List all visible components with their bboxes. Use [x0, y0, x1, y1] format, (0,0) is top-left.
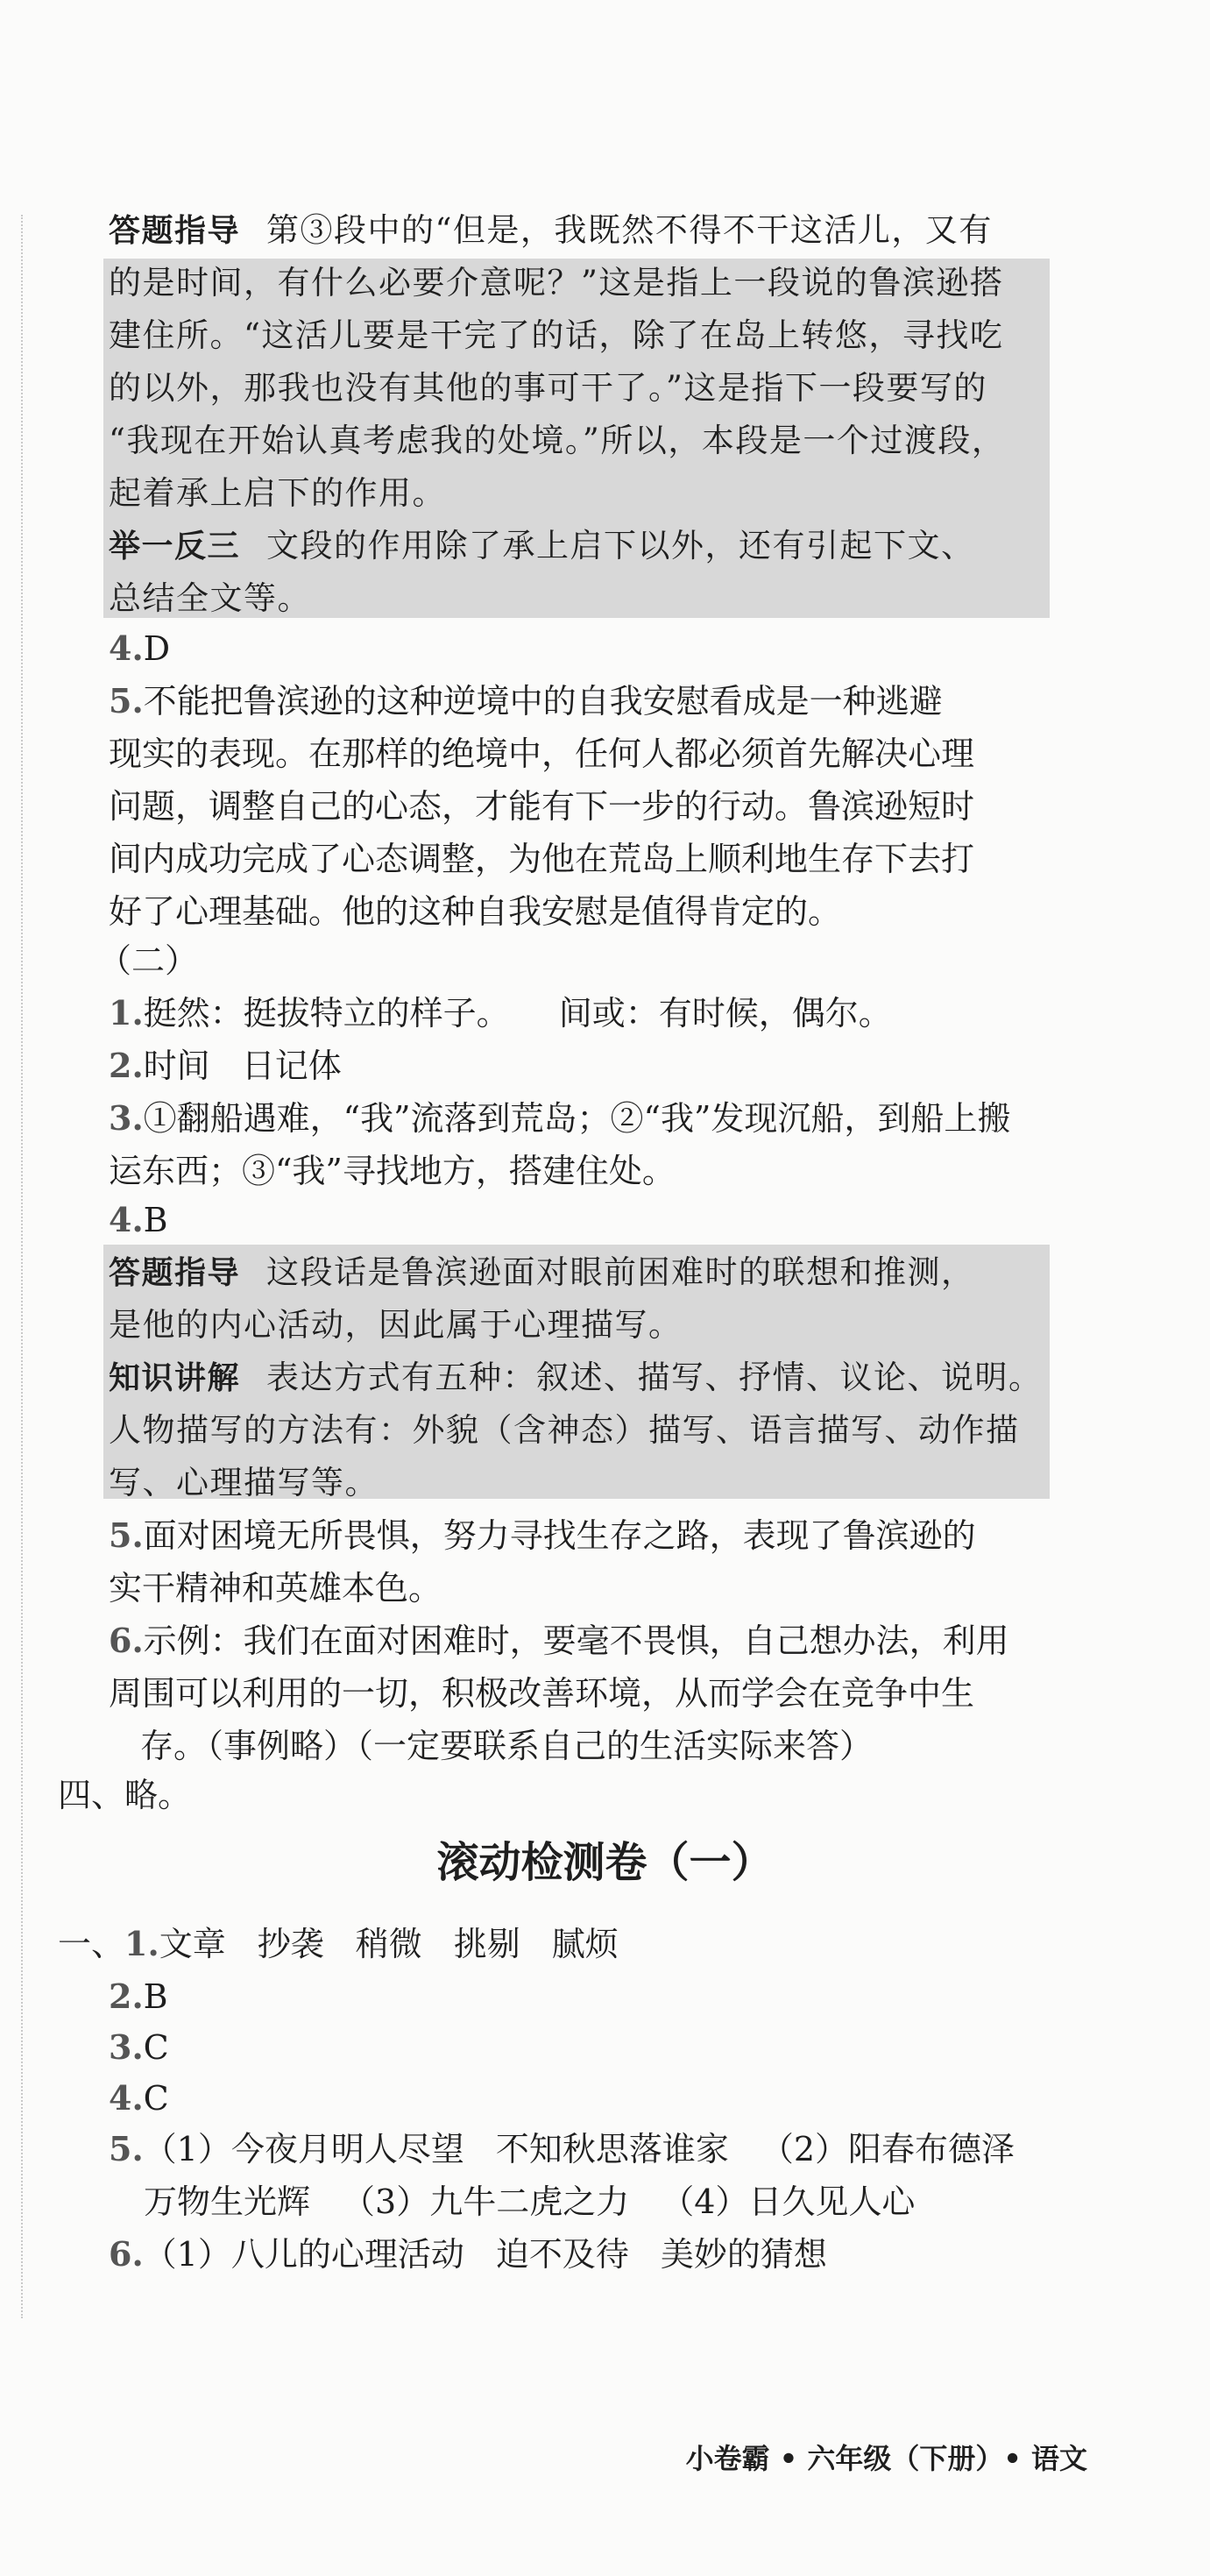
part2-answer-1: [109, 989, 892, 1038]
hint-tag: 答题指导: [109, 213, 241, 249]
hint-line: 起着承上启下的作用。: [109, 474, 446, 512]
page-edge-line: [21, 215, 23, 2318]
answer-text: 间或：有时候，偶尔。: [558, 994, 892, 1033]
answer-text: B: [143, 1977, 168, 2016]
answer-5-line: 好了心理基础。他的这种自我安慰是值得肯定的。: [109, 892, 842, 931]
test-answer-2: [109, 1972, 168, 2021]
knowledge-tag: 知识讲解: [109, 1360, 241, 1396]
answer-text: （3）九牛二虎之力: [342, 2182, 630, 2221]
answer-text: 挺然：挺拔特立的样子。: [143, 994, 510, 1033]
part2-answer-5-line: 实干精神和英雄本色。: [109, 1569, 442, 1607]
answer-text: 美妙的猜想: [660, 2235, 827, 2274]
answer-5: [109, 677, 943, 726]
hint-text: 第③段中的“但是，我既然不得不干这活儿，又有: [266, 211, 993, 249]
answer-text: D: [143, 629, 171, 668]
answer-number: 6.: [109, 1621, 144, 1660]
answer-text: （4）日久见人心: [661, 2182, 916, 2221]
hint-line: 是他的内心活动，因此属于心理描写。: [109, 1306, 683, 1344]
answer-number: 5.: [109, 2129, 144, 2168]
extend-line: 总结全文等。: [109, 579, 311, 617]
answer-text: C: [143, 2079, 169, 2118]
extend-text: 文段的作用除了承上启下以外，还有引起下文、: [266, 527, 975, 564]
test-title: 滚动检测卷（一）: [436, 1838, 774, 1887]
part2-answer-6-line: 存。（事例略）（一定要联系自己的生活实际来答）: [140, 1727, 874, 1765]
extend-line: [109, 522, 975, 571]
hint-line: [109, 206, 993, 255]
answer-number: 5.: [109, 681, 144, 720]
answer-number: 1.: [124, 1924, 159, 1963]
answer-number: 4.: [109, 2078, 144, 2118]
part2-answer-5: [109, 1511, 976, 1560]
test-answer-3: [109, 2023, 169, 2072]
word: 腻烦: [551, 1925, 619, 1963]
answer-text: 不知秋思落谁家: [495, 2130, 729, 2168]
test-answer-5: [109, 2125, 1015, 2174]
answer-text: （1）今夜月明人尽望: [143, 2130, 464, 2168]
answer-text: 示例：我们在面对困难时，要毫不畏惧，自己想办法，利用: [143, 1622, 1009, 1660]
answer-4: [109, 624, 170, 673]
answer-5-line: 间内成功完成了心态调整，为他在荒岛上顺利地生存下去打: [109, 840, 975, 878]
answer-number: 4.: [109, 1200, 144, 1239]
answer-text: B: [143, 1201, 168, 1239]
answer-text: 不能把鲁滨逊的这种逆境中的自我安慰看成是一种逃避: [143, 682, 943, 720]
knowledge-line: [109, 1353, 1043, 1402]
hint-line: 的是时间，有什么必要介意呢？”这是指上一段说的鲁滨逊搭: [109, 264, 1004, 302]
answer-number: 6.: [109, 2234, 144, 2274]
answer-number: 5.: [109, 1515, 144, 1555]
part2-answer-4: [109, 1196, 168, 1245]
word: 文章: [159, 1925, 226, 1963]
word: 抄袭: [257, 1925, 324, 1963]
hint-line: [109, 1248, 975, 1297]
answer-number: 2.: [109, 1046, 144, 1085]
extend-tag: 举一反三: [109, 529, 241, 564]
hint-line: “我现在开始认真考虑我的处境。”所以，本段是一个过渡段，: [109, 422, 1006, 459]
knowledge-text: 表达方式有五种：叙述、描写、抒情、议论、说明。: [266, 1359, 1043, 1396]
answer-number: 3.: [109, 1098, 144, 1138]
knowledge-line: 写、心理描写等。: [109, 1464, 379, 1501]
part2-answer-3: [109, 1094, 1010, 1143]
answer-text: 时间: [143, 1047, 210, 1085]
part2-answer-6-line: 周围可以利用的一切，积极改善环境，从而学会在竞争中生: [109, 1674, 975, 1713]
answer-5-line: 问题，调整自己的心态，才能有下一步的行动。鲁滨逊短时: [109, 787, 975, 826]
word: 稍微: [355, 1925, 422, 1963]
word: 挑剔: [453, 1925, 520, 1963]
hint-tag: 答题指导: [109, 1255, 241, 1291]
test-answer-5-line: [144, 2177, 915, 2226]
part-four: 四、略。: [58, 1776, 192, 1814]
part-prefix: 一、: [58, 1925, 125, 1963]
part2-answer-3-line: 运东西；③“我”寻找地方，搭建住处。: [109, 1152, 676, 1190]
hint-line: 建住所。“这活儿要是干完了的话，除了在岛上转悠，寻找吃: [109, 316, 1004, 354]
hint-line: 的以外，那我也没有其他的事可干了。”这是指下一段要写的: [109, 369, 987, 407]
knowledge-line: 人物描写的方法有：外貌（含神态）描写、语言描写、动作描: [109, 1411, 1020, 1449]
answer-text: （2）阳春布德泽: [760, 2130, 1015, 2168]
answer-text: 日记体: [241, 1047, 342, 1085]
page-footer: 小卷霸 • 六年级（下册）• 语文: [685, 2442, 1087, 2475]
hint-text: 这段话是鲁滨逊面对眼前困难时的联想和推测，: [266, 1253, 975, 1291]
section-heading: （二）: [98, 941, 199, 980]
answer-5-line: 现实的表现。在那样的绝境中，任何人都必须首先解决心理: [109, 734, 975, 773]
answer-number: 4.: [109, 628, 144, 668]
answer-text: （1）八儿的心理活动: [143, 2235, 464, 2274]
answer-number: 1.: [109, 993, 144, 1033]
part2-answer-2: [109, 1041, 342, 1090]
answer-text: ①翻船遇难，“我”流落到荒岛；②“我”发现沉船，到船上搬: [143, 1099, 1011, 1138]
test-answer-4: [109, 2074, 169, 2123]
answer-text: 万物生光辉: [144, 2182, 311, 2221]
part2-answer-6: [109, 1616, 1009, 1665]
answer-text: C: [143, 2028, 169, 2067]
test-answer-1: [58, 1920, 619, 1969]
answer-number: 3.: [109, 2027, 144, 2067]
answer-text: 迫不及待: [495, 2235, 629, 2274]
answer-text: 面对困境无所畏惧，努力寻找生存之路，表现了鲁滨逊的: [143, 1516, 976, 1555]
test-answer-6: [109, 2230, 827, 2279]
answer-number: 2.: [109, 1976, 144, 2016]
